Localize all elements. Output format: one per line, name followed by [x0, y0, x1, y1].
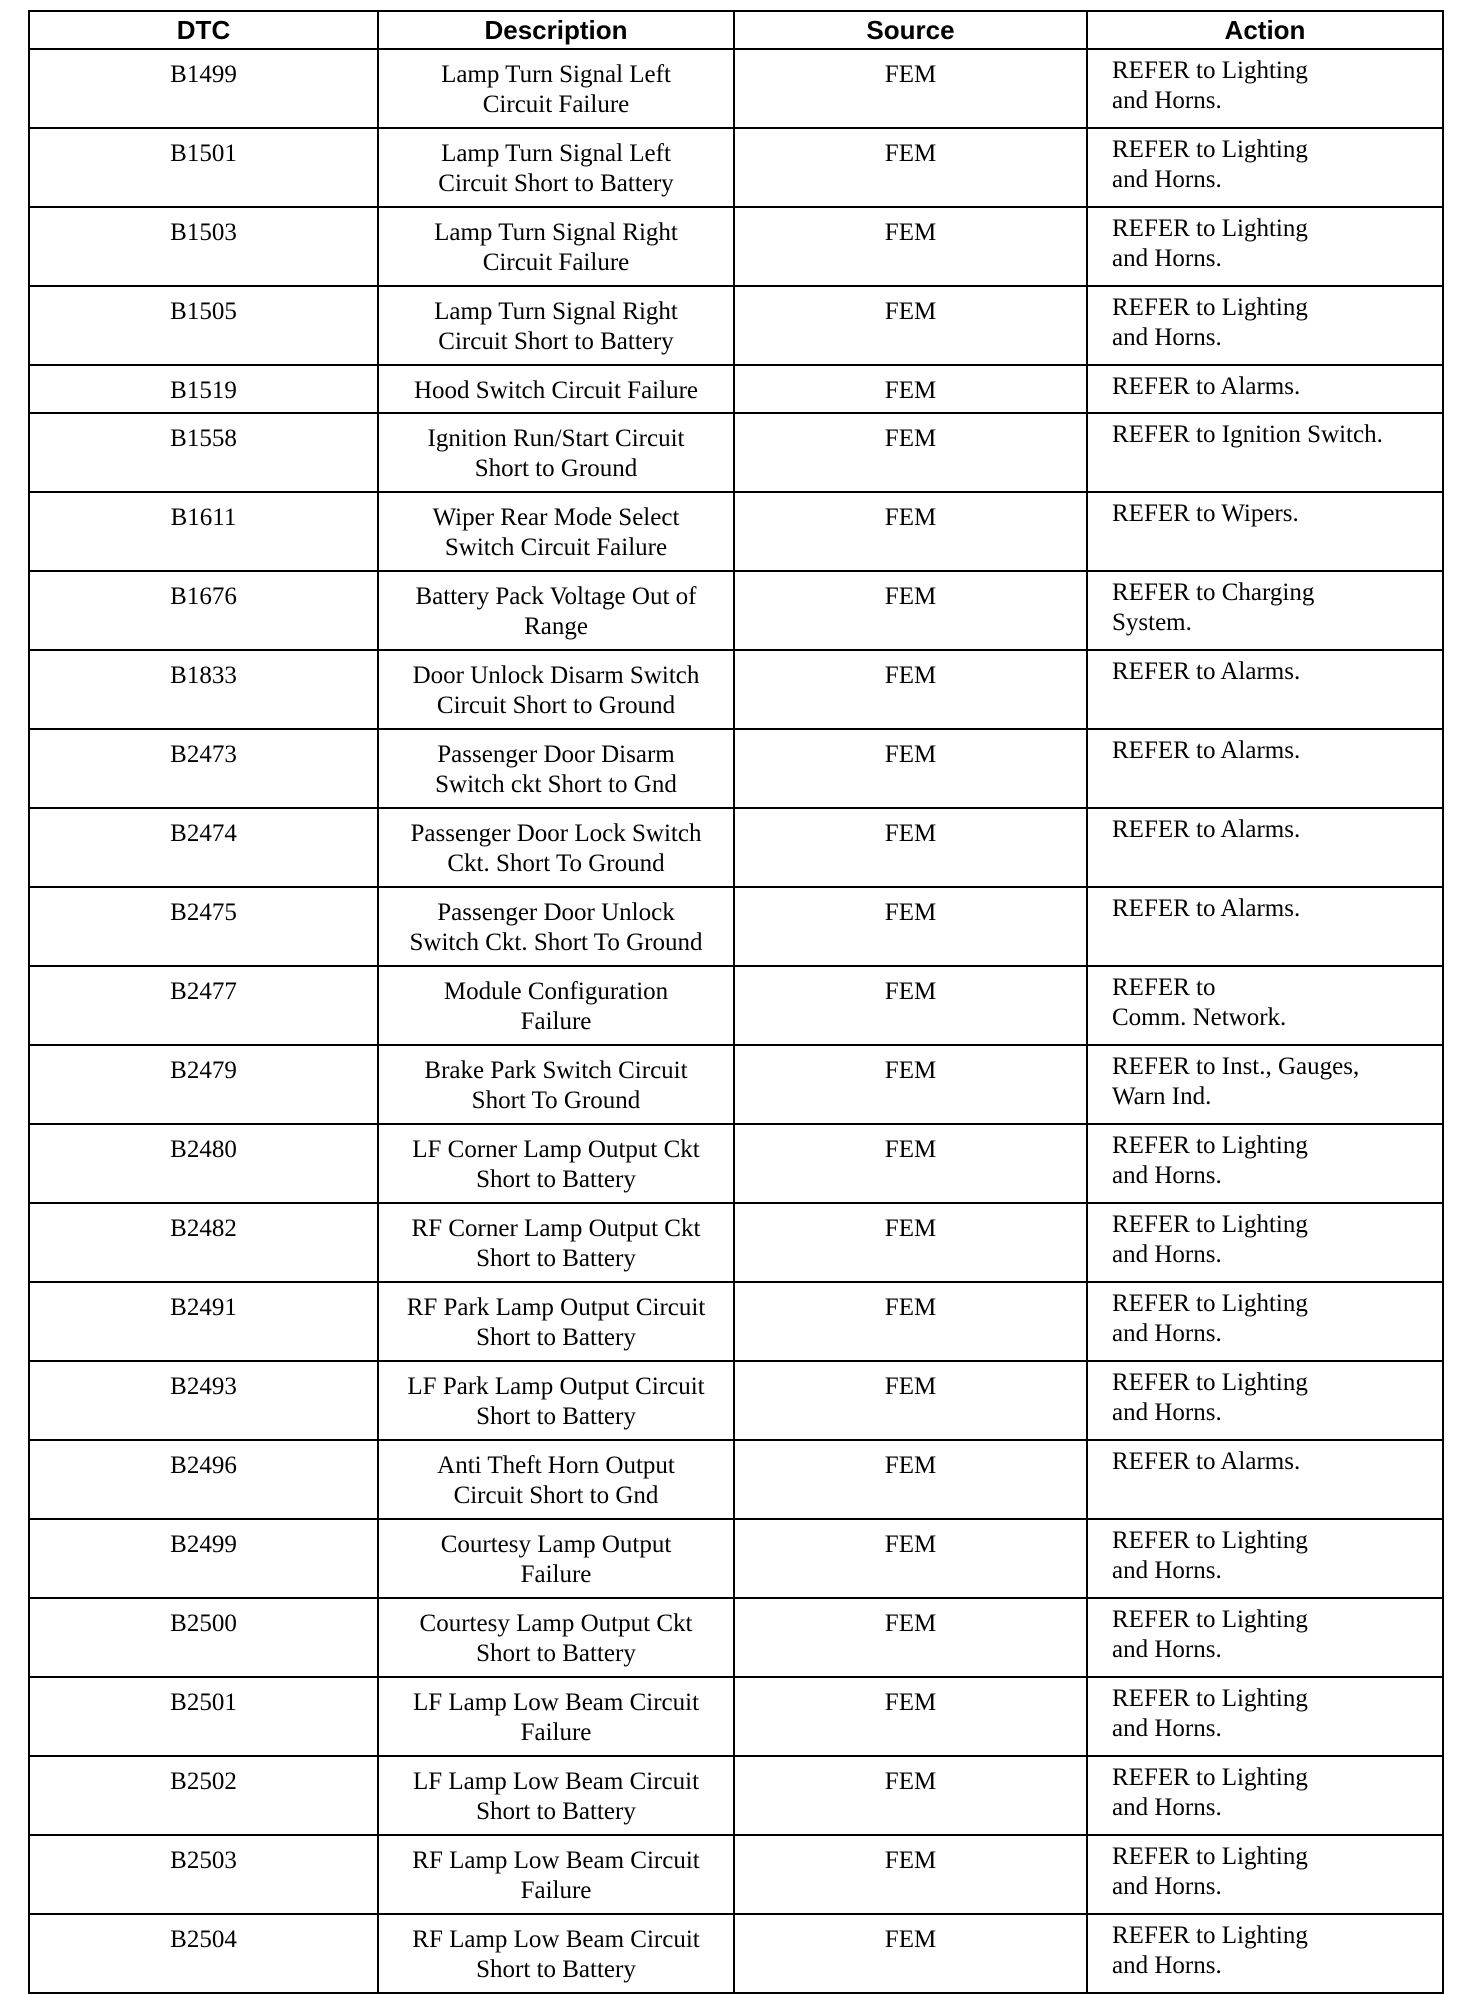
description-line: LF Park Lamp Output Circuit [407, 1373, 705, 1400]
description-line: Switch Circuit Failure [444, 534, 668, 561]
dtc-action [1087, 1361, 1443, 1440]
dtc-description [378, 1045, 734, 1124]
dtc-code: B2503 [29, 1835, 378, 1914]
dtc-description [378, 207, 734, 286]
description-line: Ignition Run/Start Circuit [427, 425, 685, 452]
dtc-action [1087, 1519, 1443, 1598]
dtc-source: FEM [734, 808, 1087, 887]
dtc-code: B1505 [29, 286, 378, 365]
dtc-code: B1558 [29, 413, 378, 492]
table-row [29, 492, 1443, 571]
description-line: RF Park Lamp Output Circuit [406, 1294, 706, 1321]
dtc-action [1087, 492, 1443, 571]
description-line: Wiper Rear Mode Select [432, 504, 680, 531]
action-line: REFER to Lighting [1112, 1290, 1308, 1317]
dtc-action [1087, 1440, 1443, 1519]
dtc-source: FEM [734, 492, 1087, 571]
description-line: Switch Ckt. Short To Ground [409, 929, 703, 956]
dtc-action [1087, 1677, 1443, 1756]
dtc-description [378, 1598, 734, 1677]
dtc-source: FEM [734, 1440, 1087, 1519]
dtc-description [378, 887, 734, 966]
dtc-source: FEM [734, 1914, 1087, 1993]
dtc-code: B2500 [29, 1598, 378, 1677]
dtc-action [1087, 207, 1443, 286]
table-row [29, 365, 1443, 413]
description-line: LF Corner Lamp Output Ckt [412, 1136, 700, 1163]
description-line: Failure [520, 1719, 592, 1746]
action-line: and Horns. [1112, 1557, 1222, 1584]
dtc-source: FEM [734, 413, 1087, 492]
dtc-action [1087, 729, 1443, 808]
dtc-code: B1833 [29, 650, 378, 729]
dtc-description [378, 1282, 734, 1361]
dtc-description [378, 808, 734, 887]
description-line: Range [524, 613, 588, 640]
table-row [29, 808, 1443, 887]
description-line: RF Corner Lamp Output Ckt [411, 1215, 701, 1242]
dtc-action [1087, 1598, 1443, 1677]
action-line: REFER to Ignition Switch. [1112, 421, 1383, 448]
dtc-description [378, 286, 734, 365]
table-row [29, 1440, 1443, 1519]
dtc-action [1087, 650, 1443, 729]
dtc-action [1087, 966, 1443, 1045]
dtc-description [378, 1361, 734, 1440]
table-row [29, 1124, 1443, 1203]
dtc-action [1087, 1914, 1443, 1993]
dtc-description [378, 1835, 734, 1914]
description-line: Lamp Turn Signal Right [434, 219, 678, 246]
table-body [29, 49, 1443, 1993]
action-line: and Horns. [1112, 1873, 1222, 1900]
dtc-code: B1501 [29, 128, 378, 207]
action-line: REFER to Lighting [1112, 1132, 1308, 1159]
dtc-source: FEM [734, 729, 1087, 808]
description-line: Courtesy Lamp Output [440, 1531, 672, 1558]
description-line: RF Lamp Low Beam Circuit [412, 1926, 700, 1953]
dtc-source: FEM [734, 887, 1087, 966]
table-row [29, 413, 1443, 492]
action-line: and Horns. [1112, 1952, 1222, 1979]
dtc-description [378, 1914, 734, 1993]
table-row [29, 49, 1443, 128]
description-line: LF Lamp Low Beam Circuit [412, 1689, 700, 1716]
dtc-action [1087, 1203, 1443, 1282]
dtc-source: FEM [734, 1598, 1087, 1677]
dtc-description [378, 729, 734, 808]
action-line: REFER to Inst., Gauges, [1112, 1053, 1360, 1080]
description-line: Short to Ground [474, 455, 638, 482]
description-line: Brake Park Switch Circuit [424, 1057, 688, 1084]
action-line: REFER to Lighting [1112, 1211, 1308, 1238]
action-line: REFER to Lighting [1112, 57, 1308, 84]
dtc-action [1087, 1835, 1443, 1914]
dtc-source: FEM [734, 1677, 1087, 1756]
table-row [29, 286, 1443, 365]
dtc-source: FEM [734, 966, 1087, 1045]
description-line: Lamp Turn Signal Left [441, 140, 671, 167]
table-row [29, 1519, 1443, 1598]
action-line: REFER to Lighting [1112, 136, 1308, 163]
action-line: and Horns. [1112, 1241, 1222, 1268]
dtc-description [378, 650, 734, 729]
dtc-description [378, 413, 734, 492]
action-line: and Horns. [1112, 1162, 1222, 1189]
description-line: Circuit Short to Battery [438, 170, 674, 197]
table-row [29, 1756, 1443, 1835]
dtc-description [378, 1124, 734, 1203]
table-row [29, 887, 1443, 966]
description-line: Courtesy Lamp Output Ckt [419, 1610, 693, 1637]
description-line: Failure [520, 1877, 592, 1904]
action-line: REFER to Lighting [1112, 1685, 1308, 1712]
description-line: Door Unlock Disarm Switch [412, 662, 700, 689]
action-line: REFER to Lighting [1112, 1764, 1308, 1791]
dtc-source: FEM [734, 1519, 1087, 1598]
dtc-code: B1499 [29, 49, 378, 128]
dtc-code: B2504 [29, 1914, 378, 1993]
action-line: System. [1112, 609, 1192, 636]
action-line: REFER to [1112, 974, 1216, 1001]
action-line: REFER to Alarms. [1112, 658, 1301, 685]
action-line: and Horns. [1112, 1715, 1222, 1742]
action-line: and Horns. [1112, 1636, 1222, 1663]
dtc-action [1087, 808, 1443, 887]
dtc-code: B2479 [29, 1045, 378, 1124]
table-row [29, 1045, 1443, 1124]
description-line: Short to Battery [476, 1640, 636, 1667]
dtc-code: B2477 [29, 966, 378, 1045]
dtc-description [378, 966, 734, 1045]
action-line: REFER to Lighting [1112, 1527, 1308, 1554]
action-line: REFER to Lighting [1112, 1369, 1308, 1396]
dtc-description [378, 1203, 734, 1282]
description-line: Short To Ground [471, 1087, 641, 1114]
description-line: Lamp Turn Signal Right [434, 298, 678, 325]
description-line: Short to Battery [476, 1798, 636, 1825]
action-line: Comm. Network. [1112, 1004, 1287, 1031]
dtc-description [378, 365, 734, 413]
description-line: Circuit Failure [482, 91, 630, 118]
dtc-action [1087, 1124, 1443, 1203]
dtc-table [28, 10, 1444, 1994]
dtc-code: B2491 [29, 1282, 378, 1361]
table-row [29, 1598, 1443, 1677]
description-line: RF Lamp Low Beam Circuit [412, 1847, 700, 1874]
action-line: REFER to Alarms. [1112, 816, 1301, 843]
dtc-code: B2501 [29, 1677, 378, 1756]
action-line: and Horns. [1112, 1399, 1222, 1426]
dtc-action [1087, 49, 1443, 128]
dtc-source: FEM [734, 1835, 1087, 1914]
description-line: Switch ckt Short to Gnd [435, 771, 677, 798]
action-line: REFER to Alarms. [1112, 737, 1301, 764]
dtc-source: FEM [734, 1361, 1087, 1440]
dtc-code: B2496 [29, 1440, 378, 1519]
dtc-code: B2482 [29, 1203, 378, 1282]
header-source: Source [734, 11, 1087, 49]
description-line: Circuit Short to Battery [438, 328, 674, 355]
action-line: REFER to Alarms. [1112, 895, 1301, 922]
table-row [29, 1282, 1443, 1361]
action-line: and Horns. [1112, 87, 1222, 114]
dtc-source: FEM [734, 650, 1087, 729]
description-line: Circuit Short to Ground [436, 692, 676, 719]
dtc-description [378, 1677, 734, 1756]
header-action: Action [1087, 11, 1443, 49]
dtc-description [378, 1519, 734, 1598]
dtc-source: FEM [734, 128, 1087, 207]
description-line: Short to Battery [476, 1324, 636, 1351]
description-line: Anti Theft Horn Output [437, 1452, 675, 1479]
action-line: and Horns. [1112, 1794, 1222, 1821]
header-dtc: DTC [29, 11, 378, 49]
dtc-source: FEM [734, 1124, 1087, 1203]
header-description: Description [378, 11, 734, 49]
dtc-action [1087, 286, 1443, 365]
table-row [29, 1361, 1443, 1440]
dtc-code: B2499 [29, 1519, 378, 1598]
dtc-code: B2473 [29, 729, 378, 808]
dtc-code: B1519 [29, 365, 378, 413]
dtc-code: B2480 [29, 1124, 378, 1203]
dtc-action [1087, 128, 1443, 207]
action-line: and Horns. [1112, 324, 1222, 351]
dtc-source: FEM [734, 49, 1087, 128]
description-line: Failure [520, 1008, 592, 1035]
action-line: REFER to Lighting [1112, 1606, 1308, 1633]
action-line: REFER to Lighting [1112, 215, 1308, 242]
description-line: Failure [520, 1561, 592, 1588]
table-row [29, 729, 1443, 808]
dtc-source: FEM [734, 1045, 1087, 1124]
table-row [29, 571, 1443, 650]
action-line: REFER to Charging [1112, 579, 1315, 606]
dtc-action [1087, 365, 1443, 413]
dtc-action [1087, 1756, 1443, 1835]
description-line: Hood Switch Circuit Failure [414, 377, 698, 404]
action-line: REFER to Wipers. [1112, 500, 1299, 527]
description-line: Short to Battery [476, 1166, 636, 1193]
dtc-action [1087, 413, 1443, 492]
action-line: REFER to Alarms. [1112, 1448, 1301, 1475]
action-line: and Horns. [1112, 245, 1222, 272]
action-line: REFER to Lighting [1112, 1843, 1308, 1870]
action-line: REFER to Lighting [1112, 1922, 1308, 1949]
description-line: Passenger Door Lock Switch [410, 820, 702, 847]
description-line: Circuit Short to Gnd [453, 1482, 659, 1509]
table-row [29, 1914, 1443, 1993]
dtc-source: FEM [734, 207, 1087, 286]
action-line: and Horns. [1112, 1320, 1222, 1347]
description-line: Short to Battery [476, 1245, 636, 1272]
dtc-code: B2475 [29, 887, 378, 966]
table-row [29, 650, 1443, 729]
description-line: LF Lamp Low Beam Circuit [412, 1768, 700, 1795]
action-line: REFER to Lighting [1112, 294, 1308, 321]
dtc-source: FEM [734, 1203, 1087, 1282]
description-line: Ckt. Short To Ground [447, 850, 665, 877]
dtc-code: B2502 [29, 1756, 378, 1835]
dtc-action [1087, 571, 1443, 650]
dtc-code: B1503 [29, 207, 378, 286]
description-line: Passenger Door Disarm [437, 741, 675, 768]
table-row [29, 966, 1443, 1045]
description-line: Lamp Turn Signal Left [441, 61, 671, 88]
action-line: and Horns. [1112, 166, 1222, 193]
table-row [29, 1203, 1443, 1282]
dtc-action [1087, 1282, 1443, 1361]
dtc-source: FEM [734, 1282, 1087, 1361]
dtc-description [378, 49, 734, 128]
description-line: Short to Battery [476, 1403, 636, 1430]
description-line: Short to Battery [476, 1956, 636, 1983]
dtc-code: B1611 [29, 492, 378, 571]
description-line: Battery Pack Voltage Out of [415, 583, 697, 610]
dtc-source: FEM [734, 286, 1087, 365]
description-line: Module Configuration [443, 978, 669, 1005]
dtc-description [378, 1440, 734, 1519]
dtc-description [378, 1756, 734, 1835]
dtc-source: FEM [734, 1756, 1087, 1835]
table-row [29, 1677, 1443, 1756]
header-row [29, 11, 1443, 49]
dtc-code: B2493 [29, 1361, 378, 1440]
dtc-source: FEM [734, 571, 1087, 650]
dtc-action [1087, 1045, 1443, 1124]
action-line: Warn Ind. [1112, 1083, 1212, 1110]
description-line: Passenger Door Unlock [437, 899, 675, 926]
dtc-code: B2474 [29, 808, 378, 887]
table-row [29, 207, 1443, 286]
dtc-source: FEM [734, 365, 1087, 413]
action-line: REFER to Alarms. [1112, 373, 1301, 400]
dtc-description [378, 492, 734, 571]
table-row [29, 128, 1443, 207]
dtc-description [378, 571, 734, 650]
dtc-code: B1676 [29, 571, 378, 650]
description-line: Circuit Failure [482, 249, 630, 276]
dtc-description [378, 128, 734, 207]
dtc-action [1087, 887, 1443, 966]
table-row [29, 1835, 1443, 1914]
